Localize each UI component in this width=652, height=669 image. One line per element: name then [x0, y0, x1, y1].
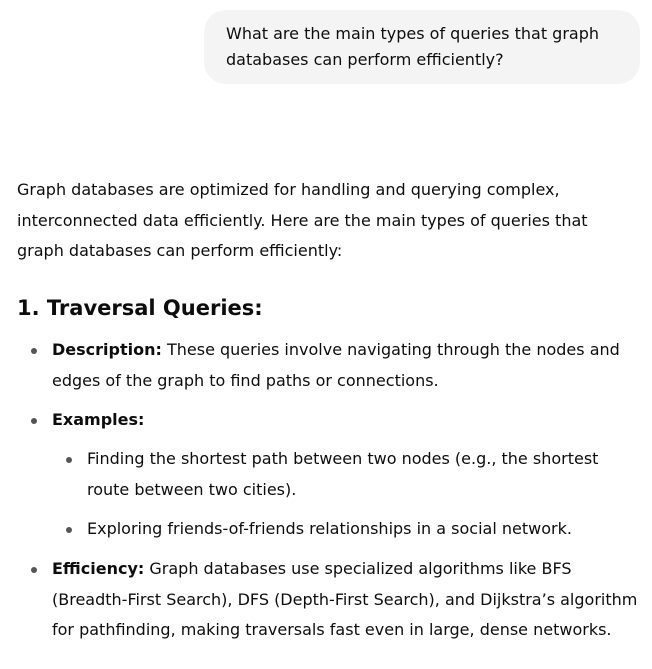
- list-item-text: Graph databases use specialized algorithms like BFS (Breadth-First Search), DFS (Depth-First Search), and Dijkstra’s algorithm for pathfinding, making traversals fast even in large, dense networks.: [52, 559, 638, 639]
- bullet-dot: [66, 457, 72, 463]
- list-item-text: These queries involve navigating through the nodes and edges of the graph to find paths or connections.: [52, 340, 620, 390]
- list-item-label: Examples:: [52, 410, 145, 429]
- list-item-label: Description:: [52, 340, 162, 359]
- bullet-dot: [31, 418, 37, 424]
- user-message-text: What are the main types of queries that graph databases can perform efficiently?: [226, 24, 600, 69]
- bullet-dot: [31, 348, 37, 354]
- sub-list-item: [87, 444, 639, 505]
- sub-list-item: [87, 514, 639, 545]
- section-heading: 1. Traversal Queries:: [17, 296, 263, 320]
- list-item-efficiency: [52, 554, 639, 646]
- list-item-description: [52, 335, 639, 396]
- user-message-bubble: [204, 10, 640, 84]
- bullet-dot: [31, 567, 37, 573]
- list-item-examples: [52, 405, 639, 436]
- list-item-label: Efficiency:: [52, 559, 145, 578]
- response-intro: Graph databases are optimized for handling and querying complex, interconnected data efficiently. Here are the main types of queries that graph databases can perform efficiently:: [17, 180, 588, 260]
- assistant-response: [17, 175, 639, 639]
- bullet-dot: [66, 527, 72, 533]
- sub-list-item-text: Exploring friends-of-friends relationships in a social network.: [87, 519, 572, 538]
- sub-list-item-text: Finding the shortest path between two nodes (e.g., the shortest route between two cities).: [87, 449, 599, 499]
